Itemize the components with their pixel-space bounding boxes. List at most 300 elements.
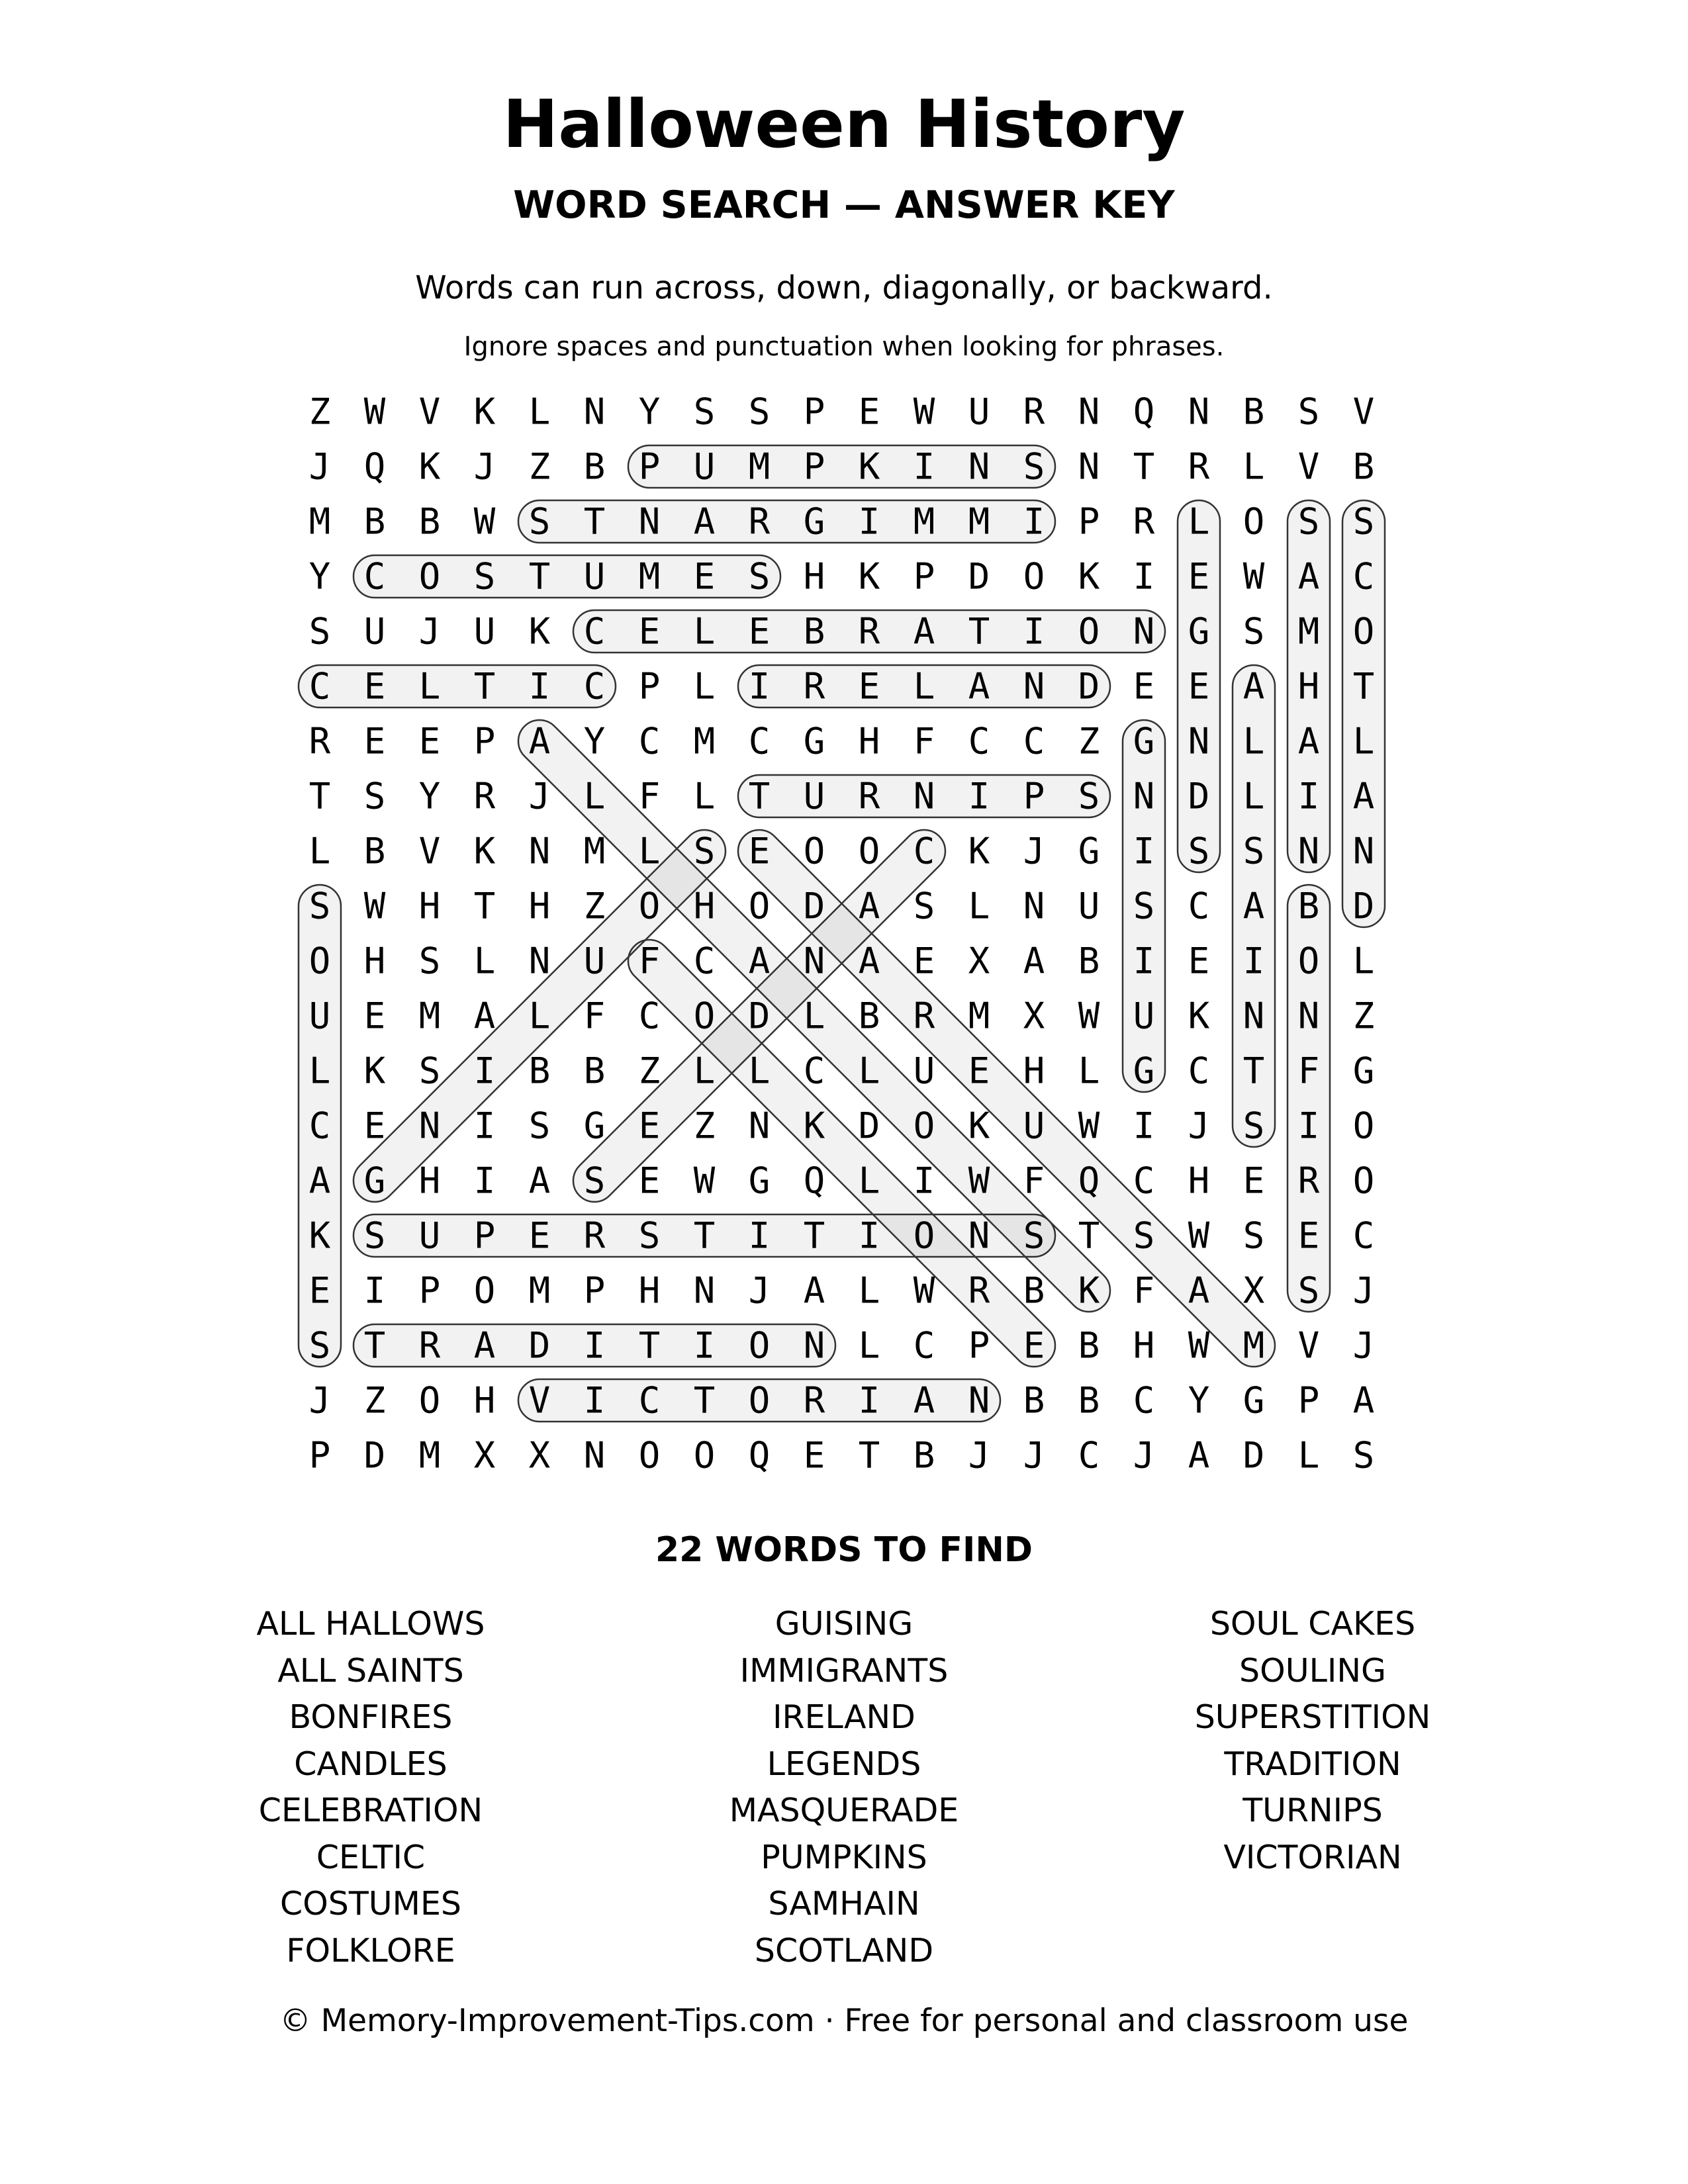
grid-letter: S <box>1352 500 1375 543</box>
grid-letter: U <box>363 610 386 653</box>
grid-letter: S <box>473 555 496 598</box>
answer-highlight-pumpkins <box>628 445 1055 488</box>
word-list-item: GUISING <box>774 1605 914 1643</box>
grid-letter: S <box>308 610 331 653</box>
grid-letter: L <box>693 610 716 653</box>
grid-letter: N <box>528 830 551 872</box>
grid-letter: V <box>528 1379 551 1422</box>
grid-letter: O <box>913 1105 935 1147</box>
instructions-direction: Words can run across, down, diagonally, or backward. <box>415 269 1273 306</box>
grid-letter: L <box>693 775 716 817</box>
word-list-item: IMMIGRANTS <box>739 1651 949 1690</box>
grid-letter: Q <box>1133 390 1155 433</box>
grid-letter: J <box>528 775 551 817</box>
grid-letter: B <box>363 830 386 872</box>
grid-letter: A <box>913 610 935 653</box>
grid-letter: O <box>638 885 661 927</box>
grid-letter: X <box>1243 1269 1265 1312</box>
word-list-item: BONFIRES <box>289 1698 453 1736</box>
grid-letter: T <box>858 1434 880 1477</box>
grid-letter: K <box>308 1214 331 1257</box>
grid-letter: W <box>913 390 935 433</box>
grid-letter: B <box>913 1434 935 1477</box>
word-list-item: CELEBRATION <box>258 1792 483 1829</box>
grid-letter: O <box>693 1434 716 1477</box>
grid-letter: D <box>968 555 990 598</box>
word-list-item: FOLKLORE <box>286 1931 455 1970</box>
grid-letter: A <box>1352 1379 1375 1422</box>
grid-letter: U <box>583 940 606 982</box>
grid-letter: G <box>1133 1050 1155 1092</box>
grid-letter: U <box>473 610 496 653</box>
grid-letter: F <box>583 995 606 1037</box>
grid-letter: U <box>583 555 606 598</box>
grid-letter: K <box>528 610 551 653</box>
grid-letter: J <box>1188 1105 1210 1147</box>
grid-letter: L <box>858 1269 880 1312</box>
grid-letter: U <box>968 390 990 433</box>
grid-letter: C <box>1078 1434 1100 1477</box>
grid-letter: E <box>968 1050 990 1092</box>
grid-letter: J <box>308 445 331 488</box>
grid-letter: A <box>748 940 771 982</box>
grid-letter: U <box>1078 885 1100 927</box>
word-list-item: CANDLES <box>294 1745 447 1783</box>
grid-letter: P <box>1297 1379 1320 1422</box>
grid-letter: L <box>1297 1434 1320 1477</box>
grid-letter: M <box>638 555 661 598</box>
grid-letter: E <box>913 940 935 982</box>
grid-letter: L <box>308 830 331 872</box>
grid-letter: T <box>1133 445 1155 488</box>
grid-letter: T <box>1078 1214 1100 1257</box>
grid-letter: R <box>858 610 880 653</box>
grid-letter: L <box>1188 500 1210 543</box>
grid-letter: I <box>858 500 880 543</box>
grid-letter: S <box>1078 775 1100 817</box>
grid-letter: L <box>968 885 990 927</box>
grid-letter: C <box>748 720 771 762</box>
grid-letter: Q <box>803 1160 825 1202</box>
grid-letter: I <box>1133 1105 1155 1147</box>
grid-letter: H <box>528 885 551 927</box>
grid-letter: I <box>1133 830 1155 872</box>
grid-letter: E <box>528 1214 551 1257</box>
grid-letter: N <box>968 1214 990 1257</box>
grid-letter: W <box>363 885 386 927</box>
grid-letter: C <box>638 995 661 1037</box>
grid-letter: J <box>1352 1269 1375 1312</box>
grid-letter: E <box>1297 1214 1320 1257</box>
grid-letter: I <box>583 1379 606 1422</box>
grid-letter: O <box>473 1269 496 1312</box>
grid-letter: N <box>693 1269 716 1312</box>
grid-letter: M <box>1243 1324 1265 1367</box>
grid-letter: N <box>1188 720 1210 762</box>
grid-letter: E <box>1188 940 1210 982</box>
grid-letter: S <box>418 1050 441 1092</box>
grid-letter: P <box>1078 500 1100 543</box>
grid-letter: L <box>1243 775 1265 817</box>
grid-letter: E <box>638 1160 661 1202</box>
grid-letter: X <box>528 1434 551 1477</box>
grid-letter: R <box>1133 500 1155 543</box>
grid-letter: S <box>1188 830 1210 872</box>
grid-letter: E <box>748 610 771 653</box>
grid-letter: O <box>748 885 771 927</box>
grid-letter: O <box>858 830 880 872</box>
grid-letter: S <box>1297 500 1320 543</box>
grid-letter: Z <box>638 1050 661 1092</box>
grid-letter: E <box>803 1434 825 1477</box>
grid-letter: G <box>1243 1379 1265 1422</box>
grid-letter: O <box>803 830 825 872</box>
grid-letter: P <box>473 720 496 762</box>
grid-letter: I <box>1133 555 1155 598</box>
grid-letter: R <box>1188 445 1210 488</box>
grid-letter: N <box>1188 390 1210 433</box>
grid-letter: B <box>528 1050 551 1092</box>
grid-letter: L <box>1352 720 1375 762</box>
grid-letter: S <box>913 885 935 927</box>
grid-letter: L <box>858 1324 880 1367</box>
grid-letter: A <box>528 720 551 762</box>
grid-letter: A <box>693 500 716 543</box>
grid-letter: G <box>803 720 825 762</box>
grid-letter: V <box>418 390 441 433</box>
grid-letter: E <box>1188 665 1210 707</box>
grid-letter: H <box>418 885 441 927</box>
grid-letter: W <box>363 390 386 433</box>
grid-letter: L <box>913 665 935 707</box>
grid-letter: C <box>913 1324 935 1367</box>
grid-letter: H <box>418 1160 441 1202</box>
grid-letter: H <box>803 555 825 598</box>
answer-highlight-costumes <box>353 555 780 598</box>
grid-letter: R <box>968 1269 990 1312</box>
grid-letter: J <box>308 1379 331 1422</box>
grid-letter: H <box>1297 665 1320 707</box>
grid-letter: S <box>363 775 386 817</box>
grid-letter: L <box>693 665 716 707</box>
grid-letter: I <box>473 1160 496 1202</box>
grid-letter: G <box>1078 830 1100 872</box>
grid-letter: A <box>1243 885 1265 927</box>
grid-letter: C <box>1352 555 1375 598</box>
word-list-column-1 <box>139 1601 602 1974</box>
grid-letter: L <box>803 995 825 1037</box>
grid-letter: R <box>913 995 935 1037</box>
grid-letter: C <box>583 610 606 653</box>
grid-letter: L <box>693 1050 716 1092</box>
word-list-item: ALL SAINTS <box>277 1651 464 1690</box>
grid-letter: K <box>968 1105 990 1147</box>
grid-letter: J <box>1352 1324 1375 1367</box>
grid-letter: I <box>748 665 771 707</box>
word-list-item: COSTUMES <box>279 1885 462 1923</box>
grid-letter: C <box>803 1050 825 1092</box>
grid-letter: L <box>1078 1050 1100 1092</box>
grid-letter: S <box>748 390 771 433</box>
word-list-item: SOUL CAKES <box>1209 1605 1416 1643</box>
grid-letter: B <box>1078 940 1100 982</box>
grid-letter: H <box>1133 1324 1155 1367</box>
grid-letter: Z <box>308 390 331 433</box>
grid-letter: T <box>638 1324 661 1367</box>
grid-letter: I <box>913 445 935 488</box>
grid-letter: O <box>638 1434 661 1477</box>
grid-letter: P <box>803 445 825 488</box>
grid-letter: A <box>308 1160 331 1202</box>
word-list-item: MASQUERADE <box>729 1792 959 1829</box>
grid-letter: Y <box>638 390 661 433</box>
word-list-item: SCOTLAND <box>754 1931 934 1970</box>
grid-letter: T <box>693 1379 716 1422</box>
grid-letter: J <box>473 445 496 488</box>
grid-letter: E <box>1023 1324 1045 1367</box>
grid-letter: C <box>638 1379 661 1422</box>
grid-letter: P <box>968 1324 990 1367</box>
grid-letter: M <box>418 1434 441 1477</box>
grid-letter: A <box>473 1324 496 1367</box>
grid-letter: U <box>308 995 331 1037</box>
grid-letter: A <box>1352 775 1375 817</box>
grid-letter: S <box>418 940 441 982</box>
word-list-item: PUMPKINS <box>761 1838 927 1876</box>
grid-letter: S <box>583 1160 606 1202</box>
word-list-heading: 22 WORDS TO FIND <box>655 1530 1033 1570</box>
grid-letter: O <box>1243 500 1265 543</box>
grid-letter: C <box>693 940 716 982</box>
grid-letter: C <box>583 665 606 707</box>
grid-letter: C <box>638 720 661 762</box>
word-list-item: SAMHAIN <box>768 1885 920 1923</box>
grid-letter: H <box>638 1269 661 1312</box>
grid-letter: I <box>363 1269 386 1312</box>
grid-letter: L <box>1352 940 1375 982</box>
grid-letter: J <box>1133 1434 1155 1477</box>
grid-letter: T <box>803 1214 825 1257</box>
grid-letter: T <box>583 500 606 543</box>
grid-letter: Z <box>528 445 551 488</box>
grid-letter: A <box>473 995 496 1037</box>
grid-letter: C <box>1352 1214 1375 1257</box>
grid-letter: E <box>638 610 661 653</box>
grid-letter: D <box>363 1434 386 1477</box>
grid-letter: S <box>1352 1434 1375 1477</box>
grid-letter: D <box>748 995 771 1037</box>
grid-letter: O <box>418 1379 441 1422</box>
grid-letter: B <box>583 445 606 488</box>
answer-highlights <box>299 445 1385 1422</box>
grid-letter: I <box>1243 940 1265 982</box>
grid-letter: I <box>858 1214 880 1257</box>
grid-letter: N <box>418 1105 441 1147</box>
grid-letter: Z <box>1078 720 1100 762</box>
grid-letter: L <box>1243 445 1265 488</box>
word-list-item: IRELAND <box>773 1698 915 1736</box>
grid-letter: I <box>1297 775 1320 817</box>
grid-letter: V <box>1297 1324 1320 1367</box>
grid-letter: O <box>1078 610 1100 653</box>
grid-letter: B <box>1078 1379 1100 1422</box>
grid-letter: N <box>1078 390 1100 433</box>
grid-letter: M <box>748 445 771 488</box>
grid-letter: O <box>693 995 716 1037</box>
grid-letter: E <box>858 665 880 707</box>
grid-letter: B <box>803 610 825 653</box>
grid-letter: N <box>1078 445 1100 488</box>
grid-letter: T <box>473 885 496 927</box>
grid-letter: F <box>638 940 661 982</box>
grid-letter: Q <box>363 445 386 488</box>
word-list-item: CELTIC <box>316 1838 426 1876</box>
grid-letter: E <box>1133 665 1155 707</box>
grid-letter: P <box>913 555 935 598</box>
grid-letter: R <box>308 720 331 762</box>
grid-letter: B <box>858 995 880 1037</box>
grid-letter: P <box>1023 775 1045 817</box>
page-subtitle: WORD SEARCH — ANSWER KEY <box>513 183 1175 227</box>
grid-letter: A <box>1188 1269 1210 1312</box>
grid-letter: H <box>1188 1160 1210 1202</box>
grid-letter: I <box>1297 1105 1320 1147</box>
instructions-phrases: Ignore spaces and punctuation when looking for phrases. <box>463 332 1225 362</box>
grid-letter: V <box>1352 390 1375 433</box>
word-list-item: TRADITION <box>1224 1745 1401 1783</box>
grid-letter: D <box>803 885 825 927</box>
grid-letter: J <box>968 1434 990 1477</box>
grid-letter: H <box>363 940 386 982</box>
grid-letter: I <box>913 1160 935 1202</box>
grid-letter: D <box>1078 665 1100 707</box>
grid-letter: K <box>968 830 990 872</box>
grid-letter: C <box>1188 885 1210 927</box>
grid-letter: T <box>968 610 990 653</box>
grid-letter: R <box>1297 1160 1320 1202</box>
grid-letter: E <box>1243 1160 1265 1202</box>
grid-letter: A <box>1023 940 1045 982</box>
grid-letter: D <box>858 1105 880 1147</box>
grid-letter: S <box>1243 1214 1265 1257</box>
grid-letter: K <box>473 830 496 872</box>
grid-letter: E <box>363 720 386 762</box>
grid-letter: M <box>968 995 990 1037</box>
grid-letter: W <box>1078 995 1100 1037</box>
grid-letter: S <box>638 1214 661 1257</box>
answer-highlight-folklore <box>620 931 1064 1376</box>
grid-letter: G <box>1188 610 1210 653</box>
grid-letter: N <box>1297 830 1320 872</box>
grid-letter: X <box>968 940 990 982</box>
grid-letter: B <box>418 500 441 543</box>
grid-letter: G <box>583 1105 606 1147</box>
grid-letter: K <box>858 445 880 488</box>
grid-letter: S <box>1297 1269 1320 1312</box>
grid-letter: I <box>968 775 990 817</box>
grid-letter: N <box>803 1324 825 1367</box>
grid-letter: N <box>803 940 825 982</box>
grid-letter: W <box>968 1160 990 1202</box>
grid-letter: L <box>528 995 551 1037</box>
grid-letter: C <box>1188 1050 1210 1092</box>
grid-letter: J <box>418 610 441 653</box>
grid-letter: I <box>583 1324 606 1367</box>
grid-letter: D <box>1243 1434 1265 1477</box>
grid-letter: B <box>1243 390 1265 433</box>
grid-letter: B <box>1023 1269 1045 1312</box>
grid-letter: P <box>583 1269 606 1312</box>
grid-letter: H <box>1023 1050 1045 1092</box>
grid-letter: G <box>748 1160 771 1202</box>
grid-letter: V <box>418 830 441 872</box>
grid-letter: E <box>1188 555 1210 598</box>
grid-letter: N <box>638 500 661 543</box>
grid-letter: E <box>363 1105 386 1147</box>
grid-letter: L <box>858 1050 880 1092</box>
grid-letter: S <box>1023 445 1045 488</box>
grid-letter: O <box>913 1214 935 1257</box>
grid-letter: O <box>308 940 331 982</box>
grid-letter: I <box>858 1379 880 1422</box>
grid-letter: A <box>1297 720 1320 762</box>
grid-letter: B <box>583 1050 606 1092</box>
grid-letter: M <box>968 500 990 543</box>
grid-letter: W <box>473 500 496 543</box>
grid-letter: N <box>528 940 551 982</box>
grid-letter: T <box>1352 665 1375 707</box>
answer-highlight-celtic <box>299 665 616 707</box>
grid-letter: K <box>1188 995 1210 1037</box>
grid-letter: I <box>1133 940 1155 982</box>
grid-letter: W <box>1188 1214 1210 1257</box>
grid-letter: Q <box>748 1434 771 1477</box>
grid-letter: P <box>803 390 825 433</box>
grid-letter: N <box>1352 830 1375 872</box>
grid-letter: O <box>748 1379 771 1422</box>
grid-letter: A <box>803 1269 825 1312</box>
grid-letter: A <box>858 940 880 982</box>
grid-letter: C <box>308 1105 331 1147</box>
grid-letter: K <box>803 1105 825 1147</box>
grid-letter: C <box>363 555 386 598</box>
word-list-column-3 <box>1081 1601 1544 1881</box>
grid-letter: D <box>1188 775 1210 817</box>
grid-letter: O <box>748 1324 771 1367</box>
grid-letter: R <box>1023 390 1045 433</box>
grid-letter: X <box>473 1434 496 1477</box>
grid-letter: K <box>858 555 880 598</box>
page-title: Halloween History <box>502 85 1186 163</box>
grid-letter: N <box>913 775 935 817</box>
grid-letter: M <box>528 1269 551 1312</box>
grid-letter: H <box>693 885 716 927</box>
grid-letter: A <box>968 665 990 707</box>
grid-letter: X <box>1023 995 1045 1037</box>
grid-letter: M <box>583 830 606 872</box>
grid-letter: S <box>1243 830 1265 872</box>
grid-letter: L <box>748 1050 771 1092</box>
grid-letter: W <box>1078 1105 1100 1147</box>
grid-letter: I <box>1023 610 1045 653</box>
word-list-item: VICTORIAN <box>1223 1838 1402 1876</box>
grid-letter: I <box>473 1050 496 1092</box>
grid-letter: T <box>748 775 771 817</box>
grid-letter: L <box>638 830 661 872</box>
grid-letter: F <box>638 775 661 817</box>
grid-letter: S <box>528 1105 551 1147</box>
grid-letter: L <box>583 775 606 817</box>
